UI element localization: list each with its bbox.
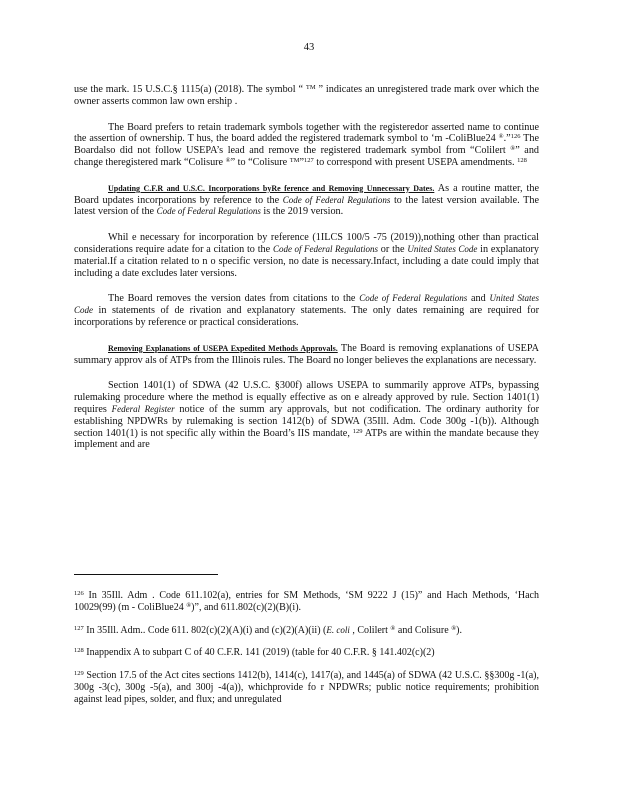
text-run: The Board removes the version dates from citations to the bbox=[108, 293, 360, 305]
footnote-128 bbox=[74, 647, 539, 659]
text-run: ” bbox=[299, 156, 304, 168]
italic-citation: Code of Federal Regulations bbox=[282, 194, 391, 205]
text-run: In 35Ill. Adm.. Code 611. 802(c)(2)(A)(i) and (c)(2)(A)(ii) ( bbox=[83, 624, 327, 636]
text-run: The Board prefers to retain trademark symbols together with the registeredor asserted name to continue the assertion of ownership. T hus, the board added the registered trademark symbol to ‘m -ColiBlue24 bbox=[74, 121, 539, 145]
paragraph-trademark-symbols bbox=[74, 122, 539, 169]
section-heading-removing-explanations: Removing Explanations of USEPA Expedited Methods Approvals. bbox=[108, 343, 338, 353]
footnote-number: 127 bbox=[74, 624, 84, 632]
footnote-126 bbox=[74, 590, 539, 614]
footnote-ref-126[interactable]: 126 bbox=[510, 133, 521, 141]
text-run: ” and change theregistered mark “Colisure bbox=[74, 145, 540, 168]
text-run: Section 1401(1) of SDWA (42 U.S.C. §300f) allows USEPA to summarily approve ATPs, bypassing rulemaking procedure where the method is equally effective as on e already approved by rule. Section 1401(1) requires bbox=[74, 380, 539, 415]
section-heading-updating-cfr: Updating C.F.R and U.S.C. Incorporations byRe ference and Removing Unnecessary Dates. bbox=[108, 183, 435, 193]
text-run: notice of the summ ary approvals, but not codification. The ordinary authority for establishing NPDWRs by rulemaking is section 1412(b) of SDWA (35Ill. Adm. Code 300g -1(b)). Although section 1401(1) is not specific ally within the Board’s IIS mandate, bbox=[74, 403, 540, 439]
text-run: to the latest version available. The latest version of the bbox=[74, 194, 540, 218]
text-run: Inappendix A to subpart C of 40 C.F.R. 141 (2019) (table for 40 C.F.R. § 141.402(c)(2) bbox=[83, 647, 435, 659]
text-run: ). bbox=[456, 624, 462, 636]
text-run: Section 17.5 of the Act cites sections 1412(b), 1414(c), 1417(a), and 1445(a) of SDWA (42 U.S.C. §§300g -1(a), 300g -3(c), 300g -5(a), and 300j -4(a)), whichprovide fo r NPDWRs; public notice requirements; prohibition against lead pipes, solder, and flux; and unregulated bbox=[74, 670, 539, 705]
footnote-ref-128[interactable]: 128 bbox=[517, 156, 527, 164]
italic-citation: Federal Register bbox=[111, 403, 175, 414]
paragraph-incorporation-dates bbox=[74, 232, 539, 279]
italic-citation: United States Code bbox=[407, 243, 478, 254]
paragraph-trademark-intro bbox=[74, 84, 539, 108]
italic-citation: Code of Federal Regulations bbox=[359, 293, 468, 304]
text-run: As a routine matter, the Board updates incorporations by reference to the bbox=[74, 182, 539, 206]
footnotes bbox=[74, 590, 539, 717]
text-run: ” indicates an unregistered trade mark over which the owner asserts common law own ership . bbox=[74, 84, 539, 107]
text-run: , Colilert bbox=[349, 624, 391, 636]
text-run: or the bbox=[377, 243, 408, 255]
paragraph-removing-explanations bbox=[74, 343, 539, 367]
registered-symbol: ® bbox=[498, 133, 504, 141]
footnote-ref-127[interactable]: 127 bbox=[304, 156, 314, 164]
italic-citation: Code of Federal Regulations bbox=[156, 206, 261, 217]
text-run: ” to “Colisure bbox=[230, 156, 290, 168]
text-run: is the 2019 version. bbox=[260, 206, 344, 218]
text-run: in statements of de rivation and explanatory statements. The only dates remaining are required for incorporations by reference or practical considerations. bbox=[74, 305, 539, 328]
text-run: Whil e necessary for incorporation by reference (1ILCS 100/5 -75 (2019)),nothing other than practical considerations require adate for a citation to the bbox=[74, 232, 539, 255]
italic-citation: United States Code bbox=[74, 293, 540, 316]
registered-symbol: ® bbox=[186, 601, 192, 609]
body-text bbox=[74, 84, 539, 465]
text-run: The Board is removing explanations of USEPA summary approv als of ATPs from the Illinois rules. The Board no longer believes the explanations are necessary. bbox=[74, 342, 539, 366]
text-run: ATPs are within the mandate because they implement and are bbox=[74, 427, 539, 451]
footnote-ref-129[interactable]: 129 bbox=[352, 427, 363, 435]
text-run: and bbox=[467, 293, 490, 305]
registered-symbol: ® bbox=[451, 624, 457, 632]
italic-citation: Code of Federal Regulations bbox=[272, 243, 378, 254]
text-run: to correspond with present USEPA amendments. bbox=[313, 156, 518, 168]
registered-symbol: ® bbox=[390, 624, 396, 632]
text-run: In 35Ill. Adm . Code 611.102(a), entries for SM Methods, ‘SM 9222 J (15)” and Hach Methods, ‘Hach 10029(99) (m - ColiBlue24 bbox=[74, 590, 539, 613]
text-run: and Colisure bbox=[395, 624, 452, 636]
footnote-number: 128 bbox=[74, 647, 84, 655]
page-number: 43 bbox=[303, 42, 315, 53]
footnote-number: 129 bbox=[74, 670, 84, 678]
registered-symbol: ® bbox=[510, 145, 516, 153]
text-run: in explanatory material.If a citation related to n o specific version, no date is necessary.Infact, including a date could imply that including a date excludes later versions. bbox=[74, 243, 539, 279]
footnote-127 bbox=[74, 625, 539, 637]
trademark-symbol: TM bbox=[289, 156, 300, 164]
text-run: use the mark. 15 U.S.C.§ 1115(a) (2018). The symbol “ bbox=[74, 84, 306, 95]
footnote-129 bbox=[74, 670, 539, 705]
footnote-number: 126 bbox=[74, 590, 84, 597]
paragraph-section-1401 bbox=[74, 380, 539, 451]
italic-citation: E. coli bbox=[326, 624, 350, 635]
paragraph-updating-cfr bbox=[74, 183, 539, 218]
paragraph-version-dates bbox=[74, 293, 539, 328]
registered-symbol: ® bbox=[225, 156, 231, 164]
footnote-separator bbox=[74, 574, 218, 575]
trademark-symbol: TM bbox=[305, 84, 316, 91]
text-run: The Boardalso did not follow USEPA’s lead and remove the registered trademark symbol from “Colilert bbox=[74, 133, 539, 157]
text-run: .” bbox=[503, 133, 511, 145]
text-run: )”, and 611.802(c)(2)(B)(i). bbox=[191, 601, 302, 613]
